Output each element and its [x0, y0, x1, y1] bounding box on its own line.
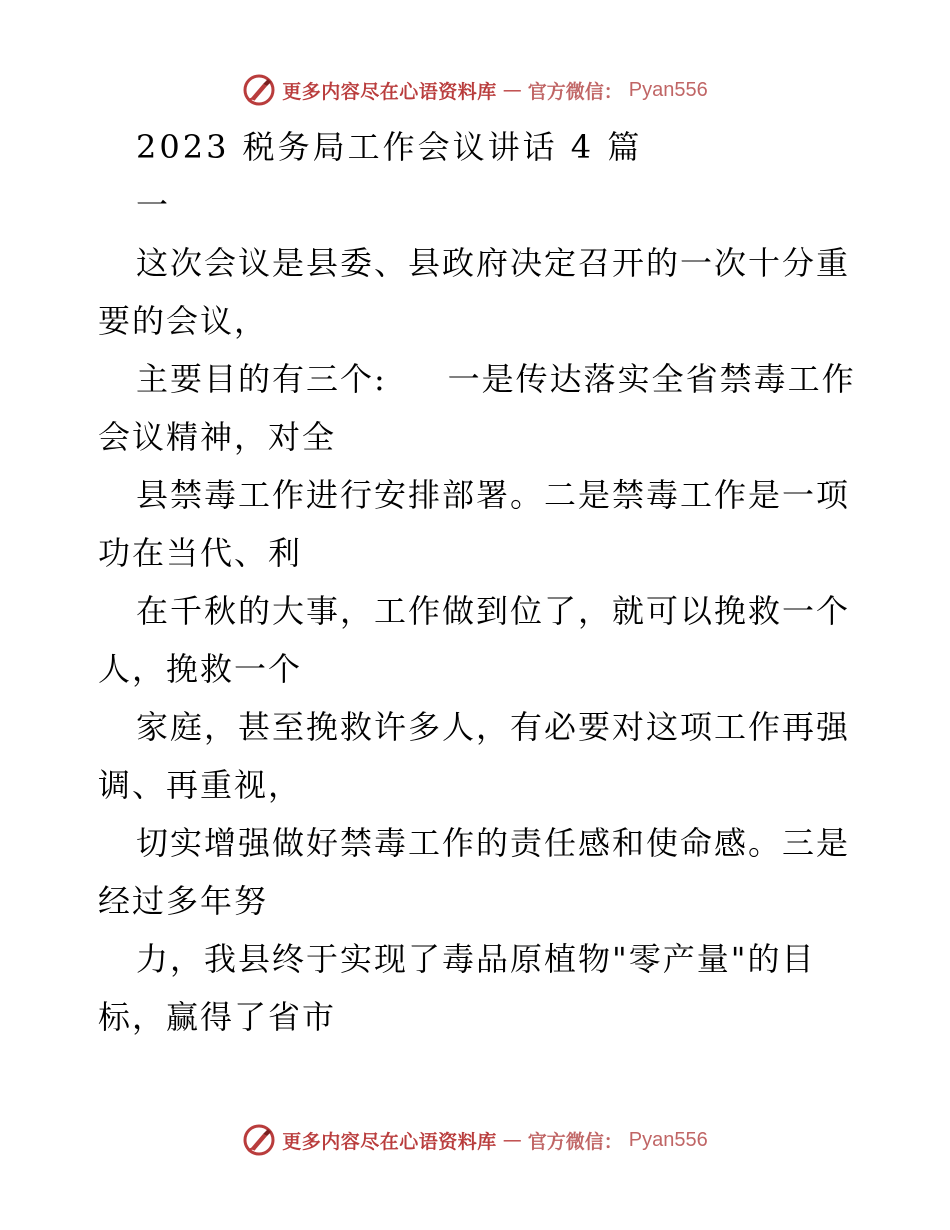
watermark-label: 官方微信： — [527, 1130, 623, 1153]
paragraph-line: 功在当代、利 — [98, 534, 303, 572]
header-watermark — [0, 70, 950, 110]
section-marker: 一 — [136, 186, 171, 224]
paragraph-line: 主要目的有三个: 一是传达落实全省禁毒工作 — [136, 360, 856, 398]
pen-logo-icon — [242, 1123, 276, 1157]
paragraph-line: 在千秋的大事，工作做到位了，就可以挽救一个 — [136, 592, 851, 630]
watermark-account: Pyan556 — [628, 1128, 708, 1151]
document-title: 2023 税务局工作会议讲话 4 篇 — [136, 128, 643, 166]
paragraph-line: 要的会议， — [98, 302, 269, 340]
document-body — [98, 118, 854, 1046]
paragraph-line: 调、再重视， — [98, 766, 303, 804]
watermark-main-text: 更多内容尽在心语资料库 — [282, 1130, 497, 1153]
paragraph-line: 标，赢得了省市 — [98, 998, 337, 1036]
watermark-separator: — — [502, 1129, 522, 1151]
paragraph-line: 经过多年努 — [98, 882, 269, 920]
paragraph-line: 切实增强做好禁毒工作的责任感和使命感。三是 — [136, 824, 851, 862]
paragraph-line: 家庭，甚至挽救许多人，有必要对这项工作再强 — [136, 708, 851, 746]
paragraph-line: 力，我县终于实现了毒品原植物"零产量"的目 — [136, 940, 816, 978]
watermark-label: 官方微信： — [527, 80, 623, 103]
paragraph-line: 县禁毒工作进行安排部署。二是禁毒工作是一项 — [136, 476, 851, 514]
footer-watermark — [0, 1120, 950, 1160]
paragraph-line: 人，挽救一个 — [98, 650, 303, 688]
watermark-separator: — — [502, 79, 522, 101]
watermark-main-text: 更多内容尽在心语资料库 — [282, 80, 497, 103]
paragraph-line: 这次会议是县委、县政府决定召开的一次十分重 — [136, 244, 851, 282]
watermark-account: Pyan556 — [628, 78, 708, 101]
pen-logo-icon — [242, 73, 276, 107]
paragraph-line: 会议精神，对全 — [98, 418, 337, 456]
